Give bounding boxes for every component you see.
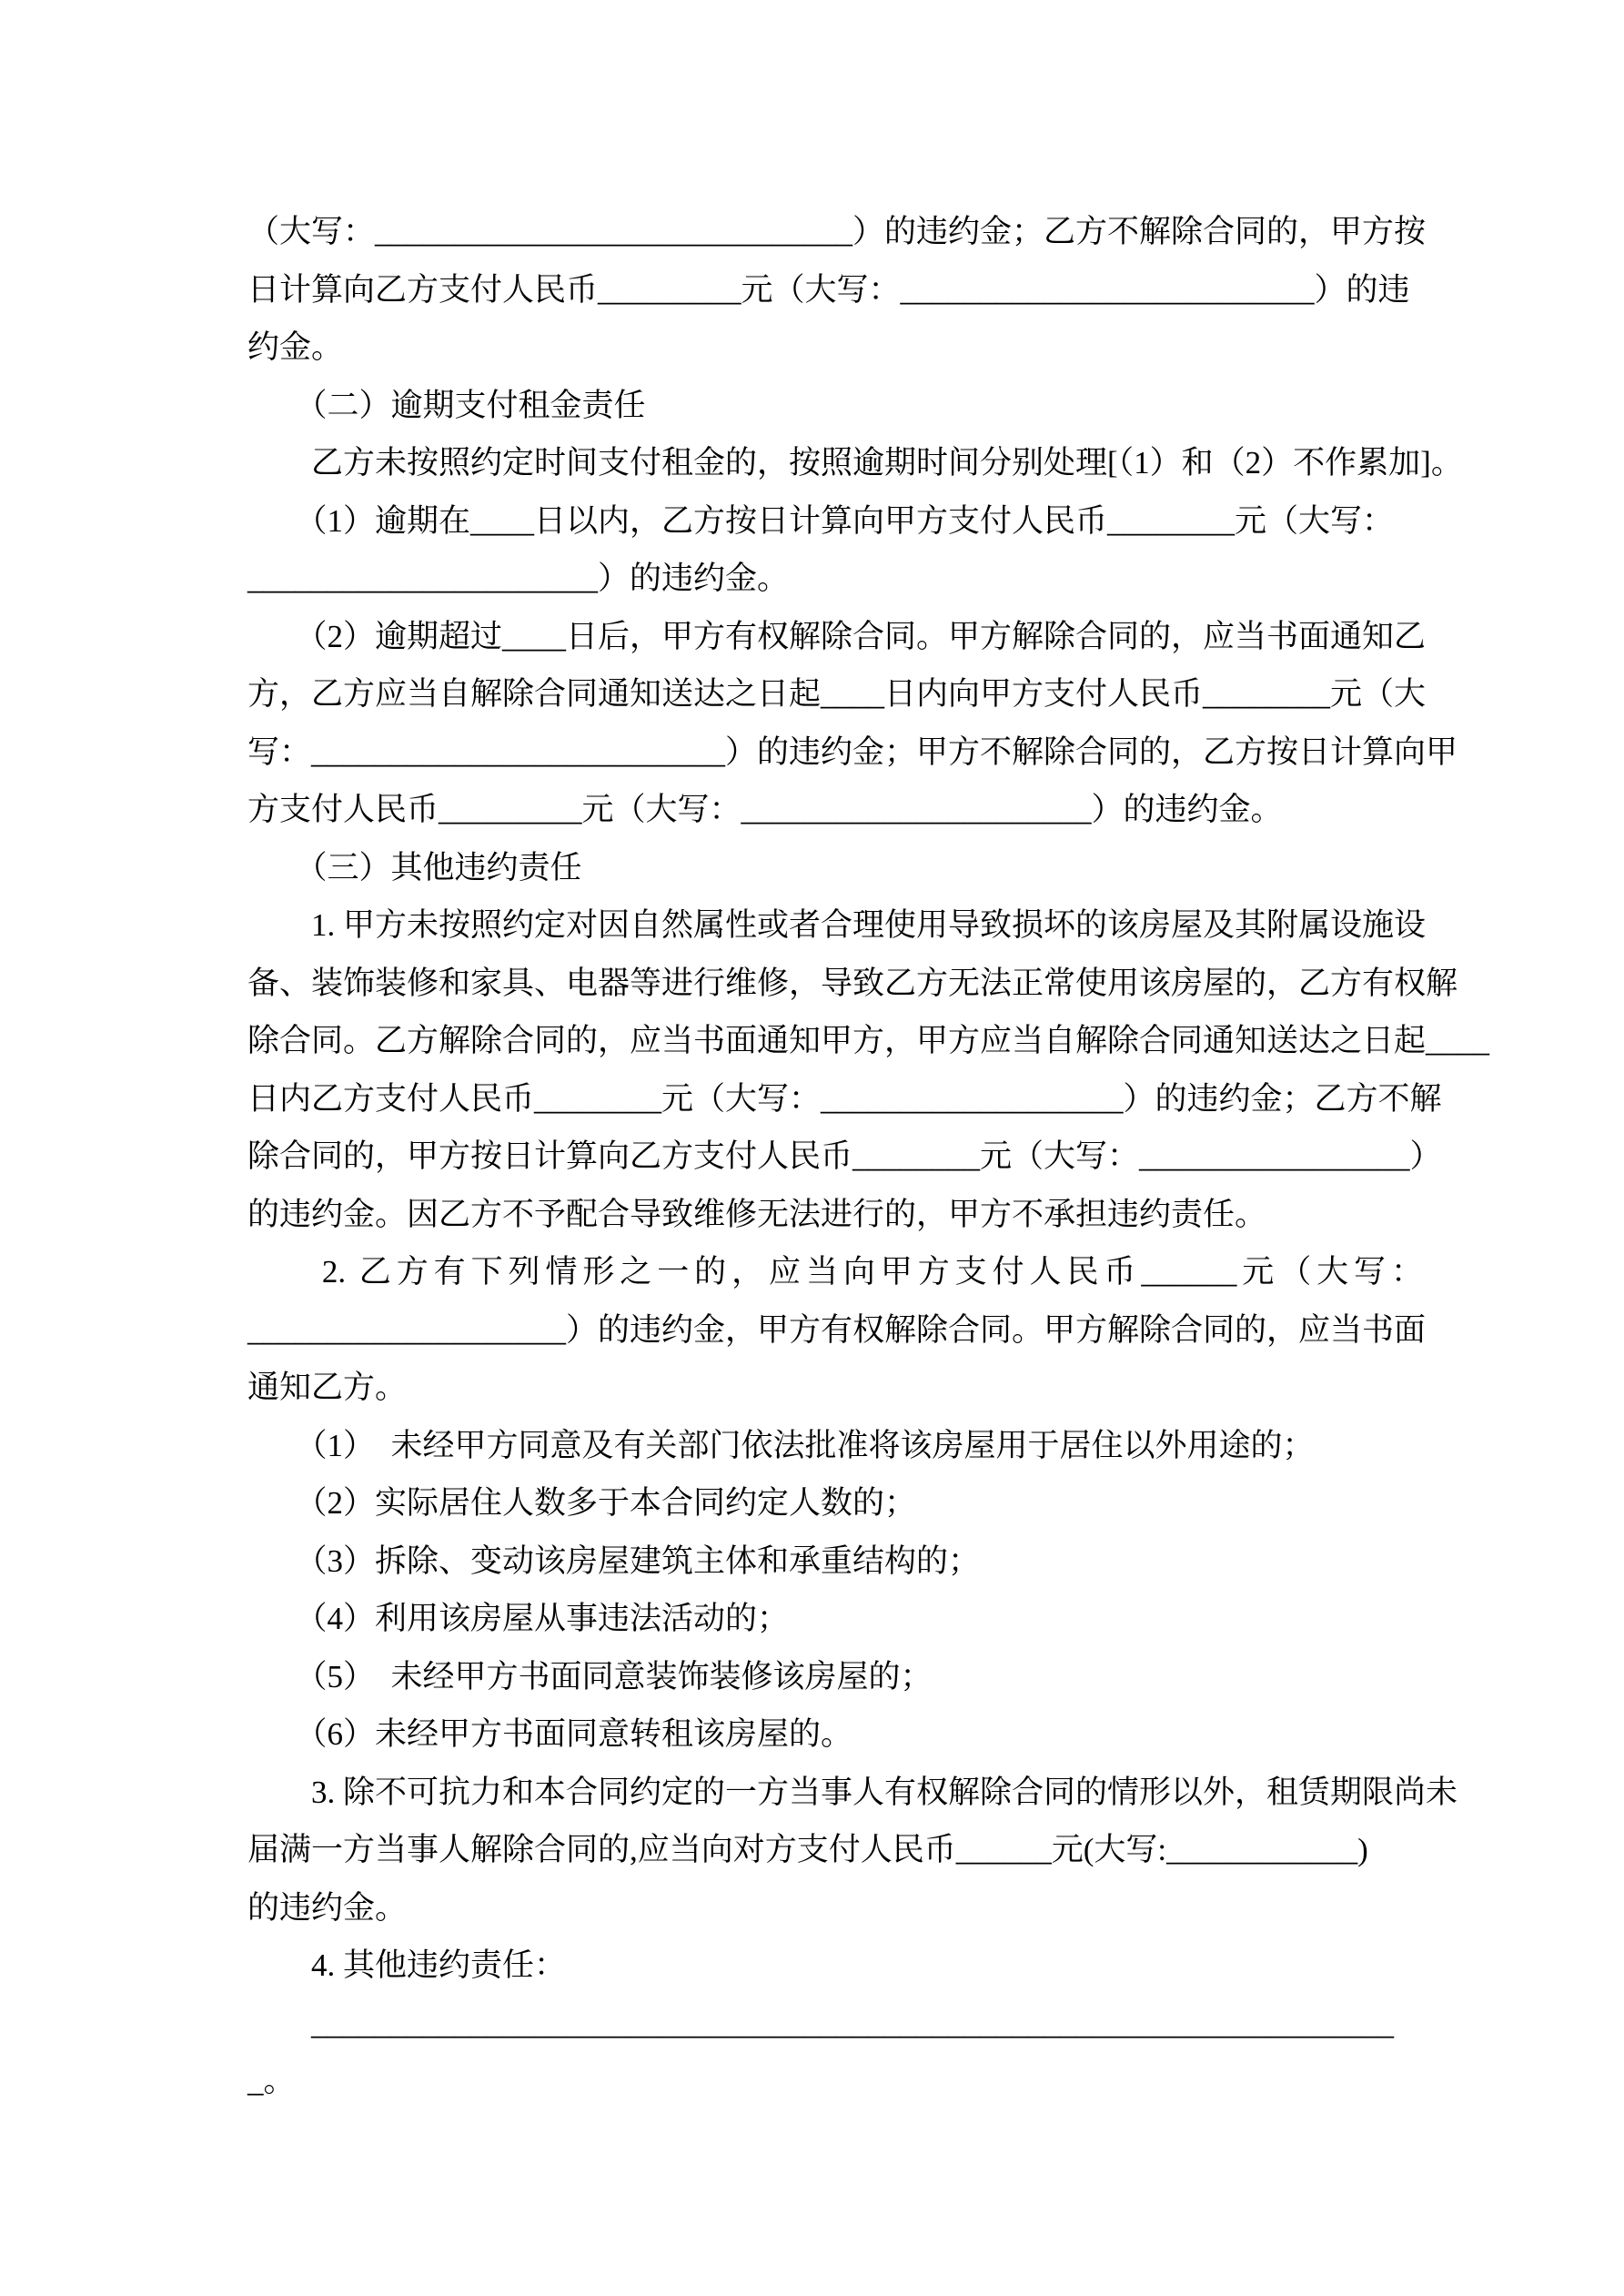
document-line: 写：__________________________）的违约金；甲方不解除合同的，乙方按日计算向甲 (247, 733, 1458, 770)
section-heading-other-breach: （三）其他违约责任 (247, 849, 582, 885)
section-heading-overdue-rent: （二）逾期支付租金责任 (247, 387, 646, 423)
document-line: （1）逾期在____日以内，乙方按日计算向甲方支付人民币________元（大写： (247, 502, 1395, 539)
blank-fill-line: ____________________________________________________________________ (247, 2005, 1395, 2041)
document-line: 2. 乙方有下列情形之一的，应当向甲方支付人民币______元（大写： (247, 1254, 1423, 1290)
list-item-4: （4）利用该房屋从事违法活动的； (247, 1601, 790, 1636)
document-line: 4. 其他违约责任： (247, 1947, 567, 1983)
list-item-6: （6）未经甲方书面同意转租该房屋的。 (247, 1716, 853, 1752)
document-line: 3. 除不可抗力和本合同约定的一方当事人有权解除合同的情形以外，租赁期限尚未 (247, 1774, 1458, 1810)
document-line: 方支付人民币_________元（大写：______________________）的违约金。 (247, 792, 1283, 827)
document-line: 日内乙方支付人民币________元（大写：___________________）的违约金；乙方不解 (247, 1080, 1442, 1117)
document-line: 乙方未按照约定时间支付租金的，按照逾期时间分别处理[（1）和（2）不作累加]。 (247, 445, 1463, 480)
document-line: _。 (247, 2063, 296, 2099)
document-line: ____________________）的违约金，甲方有权解除合同。甲方解除合同的，应当书面 (247, 1311, 1427, 1348)
document-line: 备、装饰装修和家具、电器等进行维修，导致乙方无法正常使用该房屋的，乙方有权解 (247, 965, 1458, 1001)
document-line: 方，乙方应当自解除合同通知送达之日起____日内向甲方支付人民币________元（大 (247, 676, 1427, 712)
list-item-3: （3）拆除、变动该房屋建筑主体和承重结构的； (247, 1542, 981, 1579)
document-line: 约金。 (247, 329, 344, 365)
document-line: 除合同。乙方解除合同的，应当书面通知甲方，甲方应当自解除合同通知送达之日起____ (247, 1023, 1490, 1058)
document-line: （2）逾期超过____日后，甲方有权解除合同。甲方解除合同的，应当书面通知乙 (247, 618, 1427, 654)
document-line: 届满一方当事人解除合同的,应当向对方支付人民币______元(大写:____________) (247, 1832, 1368, 1867)
document-line: 的违约金。因乙方不予配合导致维修无法进行的，甲方不承担违约责任。 (247, 1196, 1267, 1232)
document-line: ______________________）的违约金。 (247, 561, 790, 596)
document-line: 通知乙方。 (247, 1370, 408, 1405)
document-line: 1. 甲方未按照约定对因自然属性或者合理使用导致损坏的该房屋及其附属设施设 (247, 907, 1427, 943)
list-item-2: （2）实际居住人数多于本合同约定人数的； (247, 1485, 917, 1521)
document-line: 日计算向乙方支付人民币_________元（大写：__________________________）的违 (247, 271, 1410, 308)
document-line: 除合同的，甲方按日计算向乙方支付人民币________元（大写：_________________） (247, 1138, 1442, 1174)
list-item-1: （1） 未经甲方同意及有关部门依法批准将该房屋用于居住以外用途的； (247, 1427, 1315, 1463)
list-item-5: （5） 未经甲方书面同意装饰装修该房屋的； (247, 1658, 933, 1694)
contract-body-text (247, 203, 1490, 2110)
document-line: 的违约金。 (247, 1889, 408, 1926)
document-line: （大写：______________________________）的违约金；乙方不解除合同的，甲方按 (247, 214, 1427, 249)
